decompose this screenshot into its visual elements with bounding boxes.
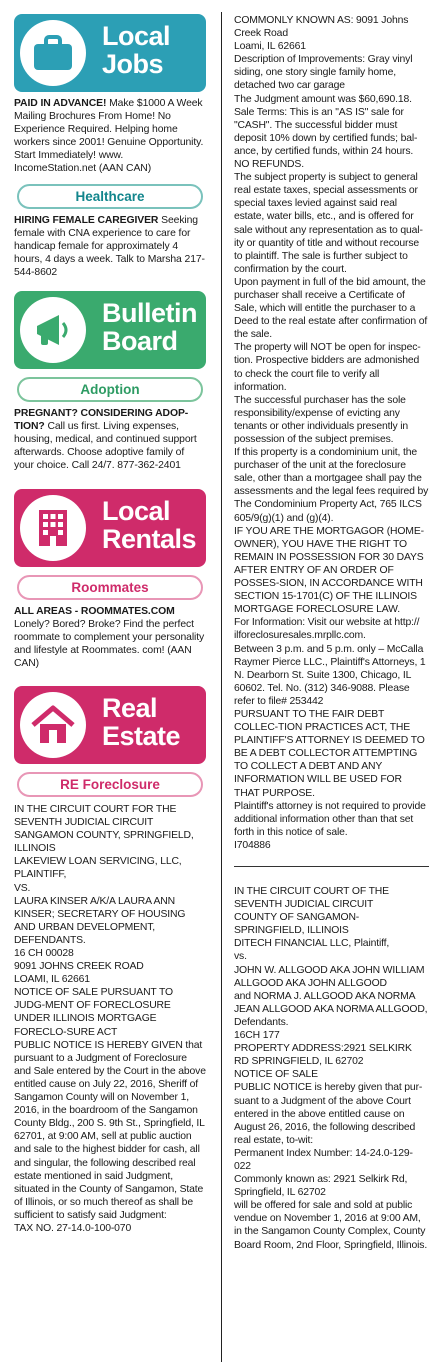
notice-para: Commonly known as: 2921 Selkirk Rd, Springfield, IL 62702 bbox=[234, 1174, 408, 1199]
real-estate-banner bbox=[14, 686, 206, 764]
ad-body: Call us first. Living expenses, housing, medical, and continued support afterwards. Choose adoptive family of your choice. Call 24/7. 877-362-2401 bbox=[14, 421, 197, 472]
ad-lead: ALL AREAS - ROOMMATES.COM bbox=[14, 605, 175, 617]
house-icon bbox=[20, 692, 86, 758]
notice1-part2 bbox=[234, 14, 429, 852]
notice-para: will be offered for sale and sold at public vendue on November 1, 2016 at 9:00 AM, in the Sangamon County Complex, County Board Room, 2nd Floor, Springfield, Illinois. bbox=[234, 1200, 428, 1251]
notice-para: LAURA KINSER A/K/A LAURA ANN KINSER; SECRETARY OF HOUSING AND URBAN DEVELOPMENT, bbox=[14, 895, 186, 933]
notice-para: 16 CH 00028 bbox=[14, 948, 74, 959]
notice-para: The successful purchaser has the sole responsibility/expense of evicting any tenants or other individuals presently in possession of the subject premises. bbox=[234, 394, 409, 445]
income-ad bbox=[14, 97, 206, 176]
notice2 bbox=[234, 885, 429, 1252]
notice-para: Permanent Index Number: 14-24.0-129-022 bbox=[234, 1147, 413, 1172]
notice-para: NOTICE OF SALE bbox=[234, 1069, 318, 1081]
notice-para: IN THE CIRCUIT COURT FOR THE SEVENTH JUDICIAL CIRCUIT bbox=[14, 803, 177, 829]
ad-lead: PREGNANT? CONSIDERING ADOP-TION? bbox=[14, 408, 189, 433]
notice-para: PUBLIC NOTICE IS HEREBY GIVEN that pursuant to a Judgment of Foreclosure and Sale entered by the Court in the above entitled cause on July 22, 2016, Sheriff of Sangamon County will on November 1, 2016, in the boardroom of the Sangamon County Bldg., 200 S. 9th St., Springfield, IL 62701, at 9:00 AM, sell at public auction and sale to the highest bidder for cash, all and singular, the following described real estate mentioned in said Judgment, situated in the County of Sangamon, State of Illinois, or so much thereof as shall be sufficient to satisfy said Judgment: bbox=[14, 1039, 206, 1221]
banner-line2: Jobs bbox=[102, 49, 164, 79]
notice-para: IN THE CIRCUIT COURT OF THE SEVENTH JUDICIAL CIRCUIT bbox=[234, 886, 389, 911]
notice-para: The subject property is subject to general real estate taxes, special assessments or special taxes levied against said real estate, water bills, etc., and is offered for sale without any representation as to qual-ity or quantity of title and without recourse to plaintiff. The sale is further subject to confirmation by the court. bbox=[234, 172, 423, 275]
notice-para: PROPERTY ADDRESS:2921 SELKIRK RD SPRINGFIELD, IL 62702 bbox=[234, 1043, 412, 1068]
megaphone-icon bbox=[20, 297, 86, 363]
notice-para: Plaintiff's attorney is not required to provide additional information other than that set forth in this notice of sale. bbox=[234, 800, 426, 838]
briefcase-icon bbox=[20, 20, 86, 86]
notice-para: JOHN W. ALLGOOD AKA JOHN WILLIAM ALLGOOD AKA JOHN ALLGOOD bbox=[234, 964, 425, 989]
banner-line2: Board bbox=[102, 326, 178, 357]
local-rentals-banner bbox=[14, 489, 206, 567]
bulletin-board-banner bbox=[14, 291, 206, 369]
notice-para: vs. bbox=[234, 951, 247, 963]
notice-para: and NORMA J. ALLGOOD AKA NORMA JEAN ALLGOOD AKA NORMA ALLGOOD, Defendants. bbox=[234, 990, 428, 1028]
notice-para: DEFENDANTS. bbox=[14, 934, 86, 946]
notice-para: VS. bbox=[14, 882, 31, 894]
notice-para: Upon payment in full of the bid amount, the purchaser shall receive a Certificate of Sale, which will entitle the purchaser to a Deed to the real estate after confirmation of the sale. bbox=[234, 276, 428, 341]
notice-para: If this property is a condominium unit, the purchaser of the unit at the foreclosure sale, other than a mortgagee shall pay the assessments and the legal fees required by The Condominium Property Act, 765 ILCS 605/9(g)(1) and (g)(4). bbox=[234, 447, 429, 524]
caregiver-ad bbox=[14, 214, 206, 279]
ad-lead: HIRING FEMALE CAREGIVER bbox=[14, 214, 159, 226]
ad-body: Seeking female with CNA experience to care for handicap female for approximately 4 hours, 4 days a week. Talk to Marsha 217-544-8602 bbox=[14, 214, 205, 278]
notice-para: The Judgment amount was $60,690.18. bbox=[234, 93, 412, 105]
ad-lead: PAID IN ADVANCE! bbox=[14, 98, 107, 109]
building-icon bbox=[20, 495, 86, 561]
notice-para: SANGAMON COUNTY, SPRINGFIELD, ILLINOIS bbox=[14, 830, 194, 855]
notice-para: PURSUANT TO THE FAIR DEBT COLLEC-TION PRACTICES ACT, THE PLAINTIFF'S ATTORNEY IS DEEMED TO BE A DEBT COLLECTOR ATTEMPTING TO COLLECT A DEBT AND ANY INFORMATION WILL BE USED FOR THAT PURPOSE. bbox=[234, 708, 425, 799]
re-foreclosure-tag: RE Foreclosure bbox=[17, 772, 203, 797]
banner-line1: Real bbox=[102, 692, 158, 723]
ad-body: Lonely? Bored? Broke? Find the perfect roommate to complement your personality and lifestyle at Roommates. com! (AAN CAN) bbox=[14, 618, 205, 669]
adoption-ad bbox=[14, 407, 206, 472]
notice-para: The property will NOT be open for inspec-tion. Prospective bidders are admonished to check the court file to verify all information. bbox=[234, 342, 421, 393]
roommates-tag: Roommates bbox=[17, 575, 203, 600]
notice-para: LAKEVIEW LOAN SERVICING, LLC, PLAINTIFF, bbox=[14, 856, 182, 881]
banner-line1: Bulletin bbox=[102, 298, 197, 329]
notice1-part1 bbox=[14, 803, 206, 1235]
banner-line2: Estate bbox=[102, 720, 181, 751]
right-column bbox=[234, 0, 429, 1370]
banner-line1: Local bbox=[102, 21, 171, 51]
notice-para: For Information: Visit our website at http:// ilforeclosuresales.mrpllc.com. bbox=[234, 617, 420, 642]
notice-para: LOAMI, IL 62661 bbox=[14, 974, 90, 986]
healthcare-tag: Healthcare bbox=[17, 184, 203, 209]
notice-para: Sale Terms: This is an "AS IS" sale for "CASH". The successful bidder must deposit 10% down by certified funds; bal-ance, by certified funds, within 24 hours. NO REFUNDS. bbox=[234, 106, 418, 171]
notice-para: Loami, IL 62661 bbox=[234, 41, 306, 53]
notice-para: PUBLIC NOTICE is hereby given that pur-suant to a Judgment of the above Court entered in the above entitled cause on August 26, 2016, the following described real estate, to-wit: bbox=[234, 1082, 423, 1146]
notice-para: TAX NO. 27-14.0-100-070 bbox=[14, 1222, 132, 1234]
notice-para: 9091 JOHNS CREEK ROAD bbox=[14, 961, 144, 973]
notice-para: Description of Improvements: Gray vinyl siding, one story single family home, detached two car garage bbox=[234, 54, 413, 92]
ad-body: Make $1000 A Week Mailing Brochures From Home! No Experience Required. Helping home workers since 2001! Genuine Opportunity. Start Immediately! www. IncomeStation.net (AAN CAN) bbox=[14, 98, 204, 175]
left-column bbox=[14, 0, 206, 1370]
notice-para: UNDER ILLINOIS MORTGAGE FORECLO-SURE ACT bbox=[14, 1013, 157, 1038]
notice-para: 16CH 177 bbox=[234, 1030, 280, 1042]
notice-para: I704886 bbox=[234, 839, 271, 851]
notice-para: IF YOU ARE THE MORTGAGOR (HOME-OWNER), YOU HAVE THE RIGHT TO REMAIN IN POSSESSION FOR 30 DAYS AFTER ENTRY OF AN ORDER OF POSSES-SION, IN ACCORDANCE WITH SECTION 15-1701(C) OF THE ILLINOIS MORTGAGE FORECLOSURE LAW. bbox=[234, 525, 424, 616]
roommates-ad bbox=[14, 605, 206, 670]
notice-para: NOTICE OF SALE PURSUANT TO JUDG-MENT OF FORECLOSURE bbox=[14, 987, 173, 1012]
local-jobs-banner bbox=[14, 14, 206, 92]
column-divider bbox=[221, 12, 222, 1362]
adoption-tag: Adoption bbox=[17, 377, 203, 402]
notice-para: COMMONLY KNOWN AS: 9091 Johns Creek Road bbox=[234, 15, 409, 40]
banner-line2: Rentals bbox=[102, 523, 197, 554]
notice-para: DITECH FINANCIAL LLC, Plaintiff, bbox=[234, 938, 390, 950]
notice-separator bbox=[234, 866, 429, 867]
banner-line1: Local bbox=[102, 495, 171, 526]
notice-para: Between 3 p.m. and 5 p.m. only – McCalla Raymer Pierce LLC., Plaintiff's Attorneys, 1 N. Dearborn St. Suite 1300, Chicago, IL 60602. Tel. No. (312) 346-9088. Please refer to file# 253442 bbox=[234, 643, 426, 707]
notice-para: COUNTY OF SANGAMON-SPRINGFIELD, ILLINOIS bbox=[234, 912, 360, 937]
